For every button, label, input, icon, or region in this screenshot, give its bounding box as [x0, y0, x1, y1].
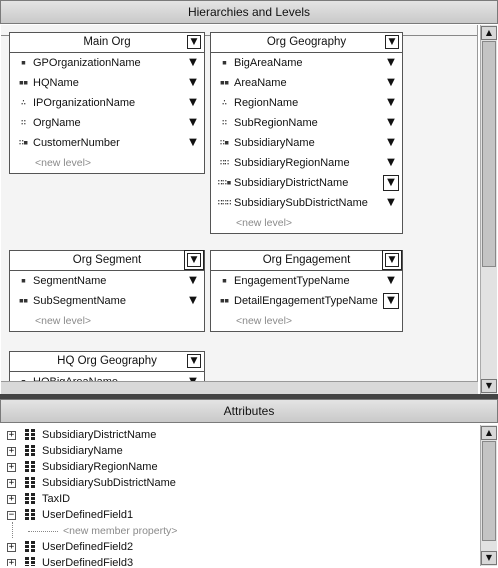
new-level-placeholder[interactable]: <new level> [35, 315, 92, 327]
hierarchy-title[interactable] [211, 251, 402, 271]
level-name: SubRegionName [234, 117, 318, 129]
attribute-name: SubsidiaryDistrictName [42, 429, 157, 441]
level-row[interactable] [10, 93, 204, 113]
level-name: DetailEngagementTypeName [234, 295, 378, 307]
level-1-icon: ▪ [20, 58, 26, 68]
attributes-header: Attributes [0, 399, 498, 423]
level-6-icon: ∷∷ [219, 158, 229, 168]
double-chevron-down-icon[interactable]: ▼ [189, 117, 197, 128]
level-row[interactable] [211, 93, 402, 113]
level-2-icon: ▪▪ [219, 78, 229, 88]
level-1-icon: ▪ [221, 276, 227, 286]
level-row[interactable] [211, 173, 402, 193]
level-row[interactable] [10, 113, 204, 133]
level-2-icon: ▪▪ [18, 78, 28, 88]
attribute-row[interactable] [1, 539, 479, 555]
attribute-grid-icon [25, 445, 35, 457]
level-3-icon: ∴ [221, 98, 227, 108]
scroll-up-arrow-icon[interactable]: ▲ [481, 426, 497, 440]
hierarchies-header: Hierarchies and Levels [0, 0, 498, 24]
attribute-row[interactable] [1, 507, 479, 523]
attribute-row[interactable] [1, 475, 479, 491]
attribute-grid-icon [25, 493, 35, 505]
double-chevron-down-icon[interactable]: ▼ [387, 157, 395, 168]
expand-plus-icon[interactable]: + [8, 478, 15, 488]
hierarchies-horizontal-scrollbar[interactable] [1, 381, 478, 394]
level-name: SubSegmentName [33, 295, 126, 307]
scroll-down-arrow-icon[interactable]: ▼ [481, 551, 497, 565]
collapse-minus-icon[interactable]: − [8, 510, 15, 520]
double-chevron-down-icon[interactable]: ▼ [189, 97, 197, 108]
level-name: BigAreaName [234, 57, 303, 69]
attribute-row[interactable] [1, 459, 479, 475]
hierarchy-main-org[interactable] [9, 32, 205, 174]
hierarchies-vertical-scrollbar[interactable] [480, 25, 497, 394]
double-chevron-down-icon[interactable]: ▼ [387, 117, 395, 128]
collapse-double-chevron-icon[interactable]: ▼ [187, 35, 201, 49]
collapse-double-chevron-icon[interactable]: ▼ [187, 253, 201, 267]
hierarchy-title-text: Org Engagement [262, 254, 351, 266]
double-chevron-down-icon[interactable]: ▼ [387, 275, 395, 286]
attributes-vertical-scrollbar[interactable] [480, 425, 497, 566]
hierarchy-title[interactable] [10, 352, 204, 372]
level-name: SubsidiaryRegionName [234, 157, 350, 169]
level-row[interactable] [211, 291, 402, 311]
level-name: HQName [33, 77, 79, 89]
level-1-icon: ▪ [20, 276, 26, 286]
attribute-row[interactable] [1, 427, 479, 443]
level-row[interactable] [10, 133, 204, 153]
scroll-thumb[interactable] [482, 441, 496, 541]
level-2-icon: ▪▪ [18, 296, 28, 306]
attribute-grid-icon [25, 509, 35, 521]
level-name: OrgName [33, 117, 81, 129]
collapse-double-chevron-icon[interactable]: ▼ [385, 35, 399, 49]
attribute-row[interactable] [1, 555, 479, 566]
attribute-row[interactable] [1, 491, 479, 507]
expand-plus-icon[interactable]: + [8, 494, 15, 504]
level-name: SubsidiaryDistrictName [234, 177, 349, 189]
double-chevron-down-icon[interactable]: ▼ [387, 77, 395, 88]
level-name: RegionName [234, 97, 299, 109]
level-5-icon: ∷▪ [18, 138, 28, 148]
scroll-thumb[interactable] [482, 41, 496, 267]
level-7-icon: ∷∷▪ [217, 178, 231, 188]
double-chevron-down-icon[interactable]: ▼ [189, 77, 197, 88]
attribute-grid-icon [25, 557, 35, 566]
hierarchy-title[interactable] [10, 33, 204, 53]
hierarchy-org-engagement[interactable] [210, 250, 403, 332]
level-name: SubsidiarySubDistrictName [234, 197, 368, 209]
level-row[interactable] [211, 113, 402, 133]
expand-plus-icon[interactable]: + [8, 542, 15, 552]
double-chevron-down-icon[interactable]: ▼ [387, 97, 395, 108]
hierarchies-pane [1, 25, 478, 394]
level-row[interactable] [211, 193, 402, 213]
level-row[interactable] [211, 271, 402, 291]
collapse-double-chevron-icon[interactable]: ▼ [187, 354, 201, 368]
attribute-name: UserDefinedField3 [42, 557, 134, 566]
attribute-grid-icon [25, 477, 35, 489]
attribute-name: UserDefinedField1 [42, 509, 134, 521]
level-1-icon: ▪ [221, 58, 227, 68]
expand-plus-icon[interactable]: + [8, 446, 15, 456]
attribute-row[interactable] [1, 443, 479, 459]
double-chevron-down-icon[interactable]: ▼ [387, 137, 395, 148]
attribute-name: UserDefinedField2 [42, 541, 134, 553]
attribute-grid-icon [25, 541, 35, 553]
level-row[interactable] [211, 73, 402, 93]
level-5-icon: ∷▪ [219, 138, 229, 148]
scroll-down-arrow-icon[interactable]: ▼ [481, 379, 497, 393]
level-name: AreaName [234, 77, 287, 89]
attribute-name: SubsidiarySubDistrictName [42, 477, 176, 489]
attribute-name: SubsidiaryName [42, 445, 123, 457]
double-chevron-down-icon[interactable]: ▼ [387, 57, 395, 68]
new-level-placeholder[interactable]: <new level> [35, 157, 92, 169]
member-property-row[interactable] [1, 523, 479, 539]
level-4-icon: ∷ [20, 118, 26, 128]
hierarchy-org-segment[interactable] [9, 250, 205, 332]
hierarchy-title-text: Org Segment [72, 254, 142, 266]
expand-plus-icon[interactable]: + [8, 430, 15, 440]
level-row[interactable] [10, 73, 204, 93]
attribute-name: TaxID [42, 493, 71, 505]
new-level-placeholder[interactable]: <new level> [236, 315, 293, 327]
hierarchy-org-geography[interactable] [210, 32, 403, 234]
scroll-up-arrow-icon[interactable]: ▲ [481, 26, 497, 40]
double-chevron-down-icon[interactable]: ▼ [383, 293, 399, 309]
double-chevron-down-icon[interactable]: ▼ [189, 295, 197, 306]
double-chevron-down-icon[interactable]: ▼ [189, 275, 197, 286]
level-row[interactable] [10, 53, 204, 73]
level-row[interactable] [211, 53, 402, 73]
double-chevron-down-icon[interactable]: ▼ [387, 197, 395, 208]
level-name: GPOrganizationName [33, 57, 141, 69]
level-name: IPOrganizationName [33, 97, 136, 109]
level-2-icon: ▪▪ [219, 296, 229, 306]
level-row[interactable] [211, 133, 402, 153]
attribute-name: SubsidiaryRegionName [42, 461, 158, 473]
hierarchy-title[interactable] [211, 33, 402, 53]
level-name: CustomerNumber [33, 137, 120, 149]
collapse-double-chevron-icon[interactable]: ▼ [385, 253, 399, 267]
double-chevron-down-icon[interactable]: ▼ [189, 57, 197, 68]
hierarchy-title-text: HQ Org Geography [57, 355, 157, 367]
level-name: SubsidiaryName [234, 137, 315, 149]
hierarchy-title-text: Main Org [83, 36, 131, 48]
double-chevron-down-icon[interactable]: ▼ [383, 175, 399, 191]
level-name: SegmentName [33, 275, 107, 287]
level-row[interactable] [10, 271, 204, 291]
expand-plus-icon[interactable]: + [8, 558, 15, 566]
level-row[interactable] [10, 291, 204, 311]
new-level-placeholder[interactable]: <new level> [236, 217, 293, 229]
level-row[interactable] [211, 153, 402, 173]
level-name: EngagementTypeName [234, 275, 350, 287]
attribute-grid-icon [25, 429, 35, 441]
hierarchy-title-text: Org Geography [266, 36, 347, 48]
attribute-grid-icon [25, 461, 35, 473]
expand-plus-icon[interactable]: + [8, 462, 15, 472]
level-4-icon: ∷ [221, 118, 227, 128]
level-3-icon: ∴ [20, 98, 26, 108]
level-8-icon: ∷∷∷ [217, 198, 231, 208]
attributes-tree [1, 425, 479, 566]
double-chevron-down-icon[interactable]: ▼ [189, 137, 197, 148]
hierarchy-title[interactable] [10, 251, 204, 271]
new-member-property-placeholder[interactable]: <new member property> [63, 525, 178, 537]
